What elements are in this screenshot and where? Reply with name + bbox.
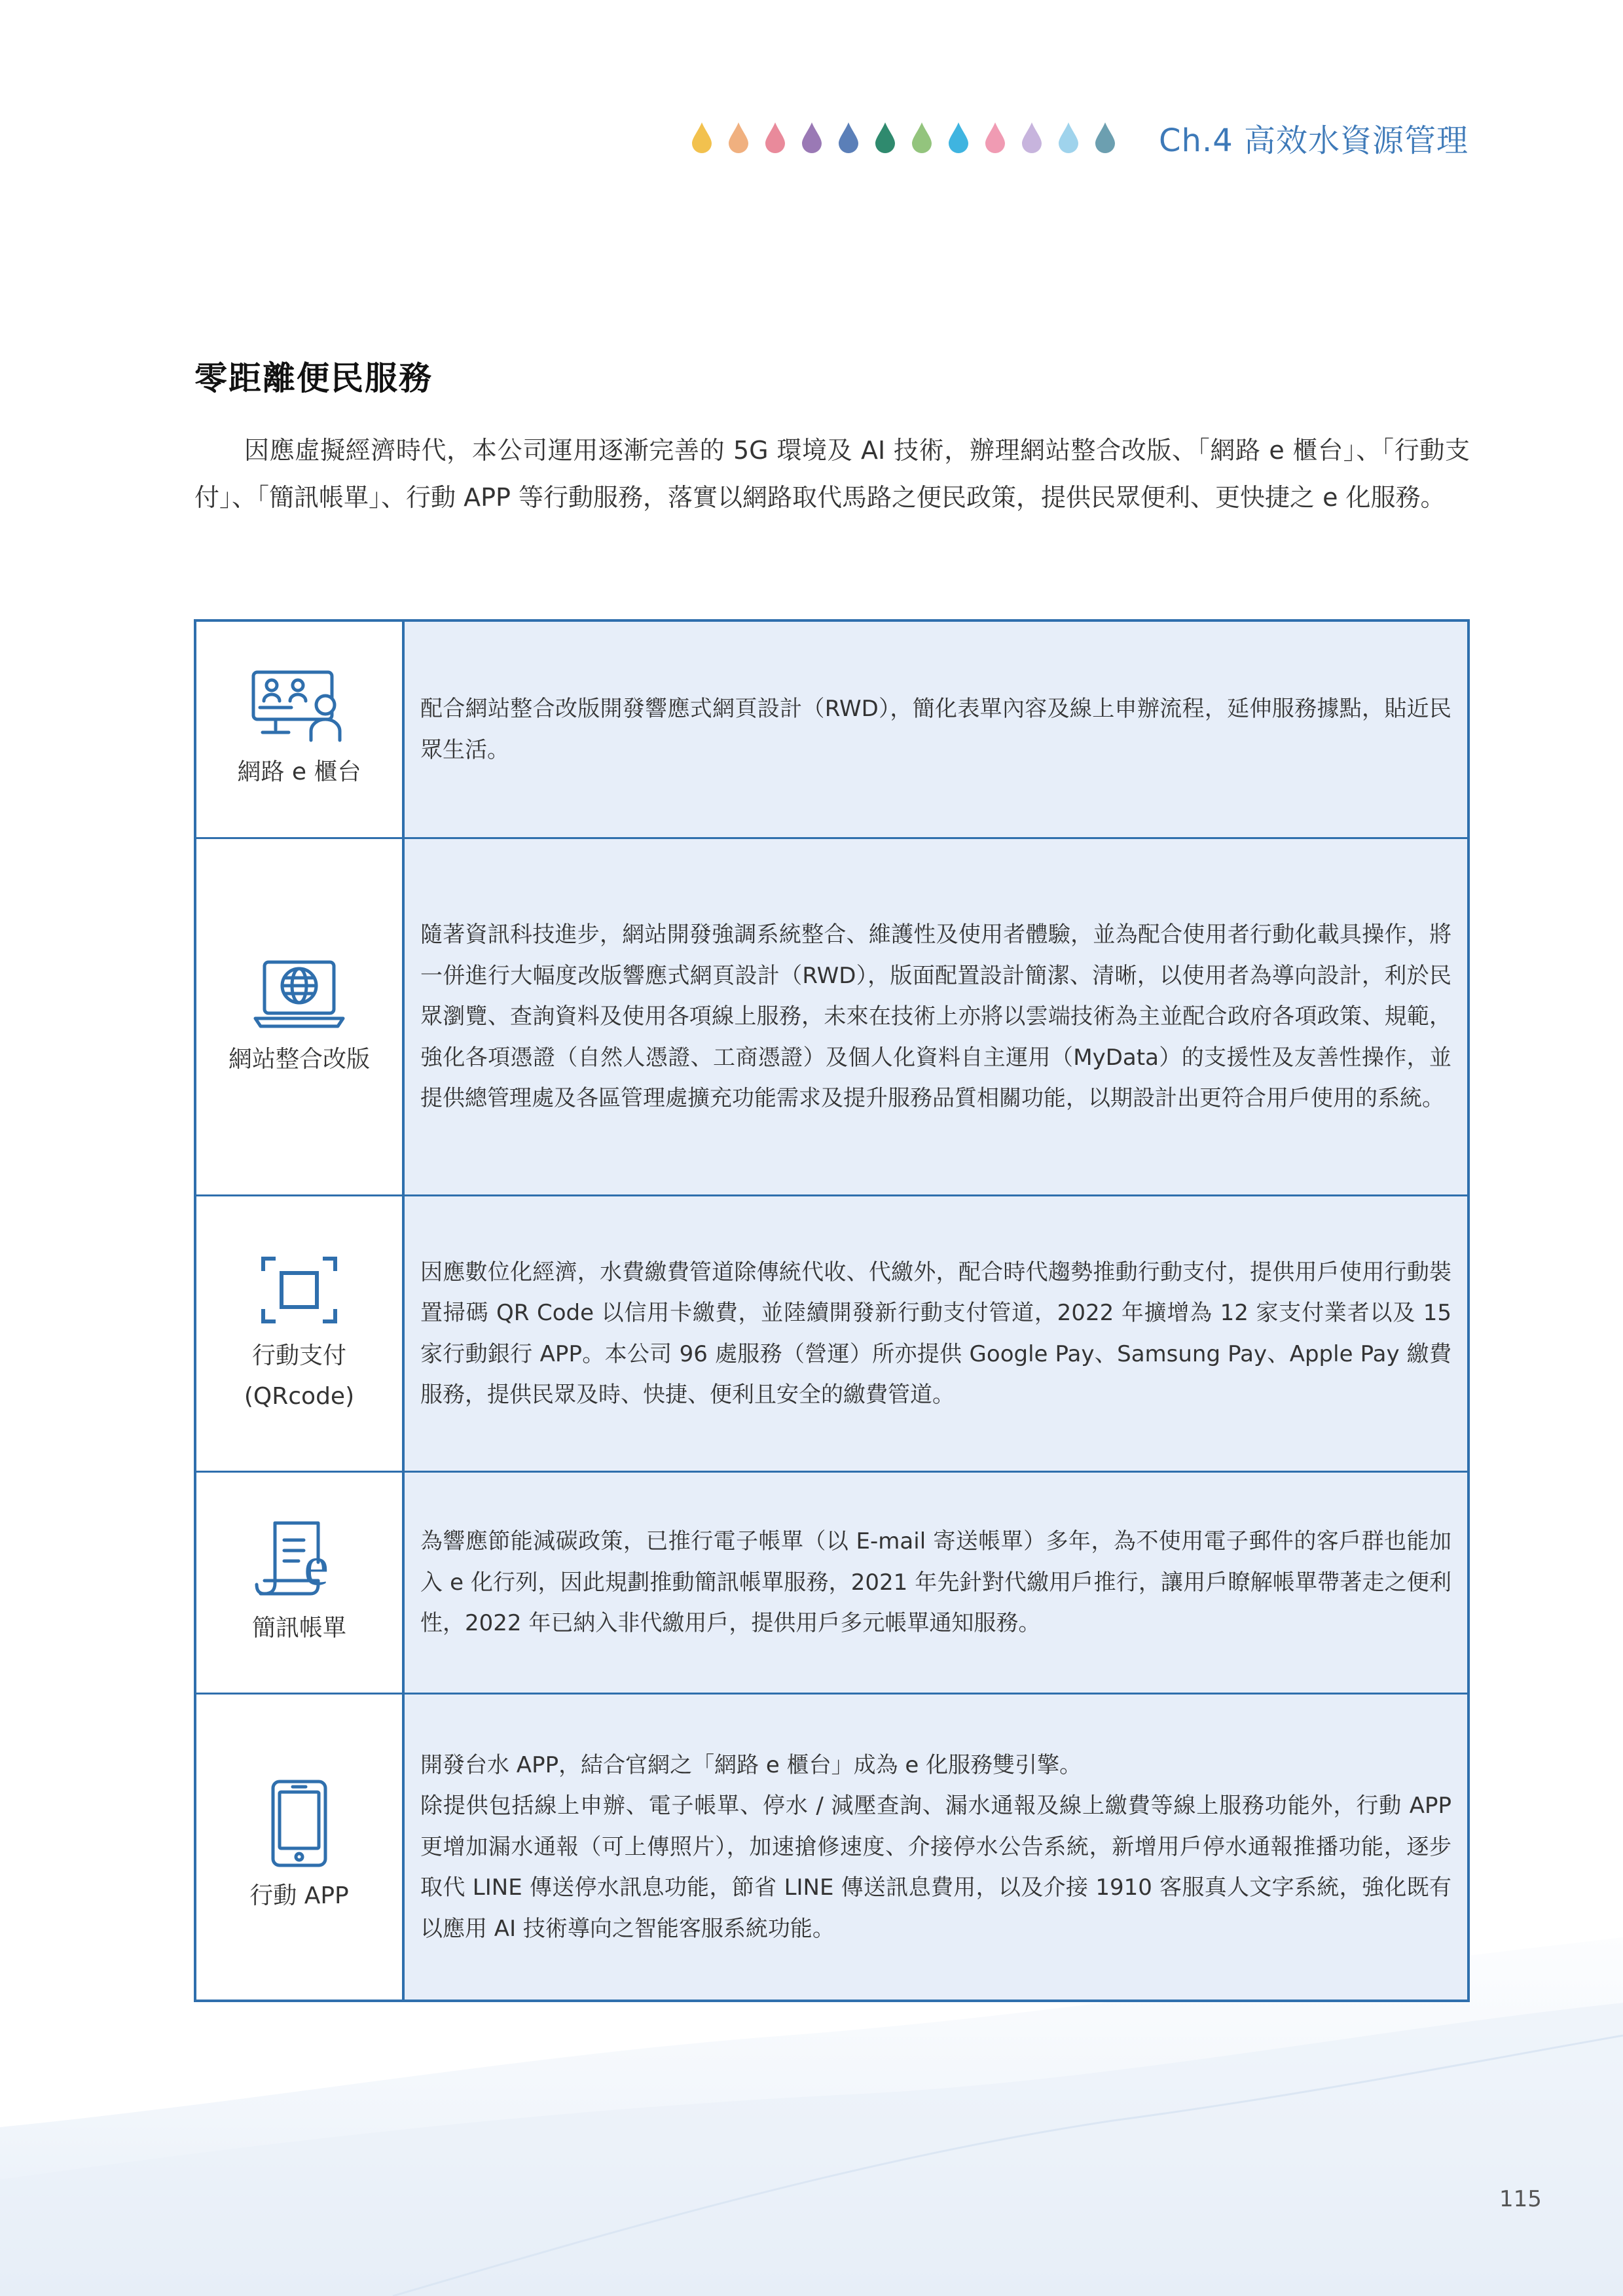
water-drop-icon <box>910 121 934 154</box>
service-label: 簡訊帳單 <box>251 1615 346 1641</box>
page-header <box>690 111 1468 164</box>
service-label: 行動 APP <box>249 1882 349 1909</box>
service-paragraph: 隨著資訊科技進步，網站開發強調系統整合、維護性及使用者體驗，並為配合使用者行動化載具操作，將一併進行大幅度改版響應式網頁設計（RWD），版面配置設計簡潔、清晰，以使用者為導向設計，利於民眾瀏覽、查詢資料及使用各項線上服務，未來在技術上亦將以雲端技術為主並配合政府各項政策、規範，強化各項憑證（自然人憑證、工商憑證）及個人化資料自主運用（MyData）的支援性及友善性操作，並提供總管理處及各區管理處擴充功能需求及提升服務品質相關功能，以期設計出更符合用戶使用的系統。 <box>420 922 1451 1112</box>
service-label-cell <box>196 839 405 1194</box>
service-label-cell <box>196 1196 405 1471</box>
svg-text:e: e <box>304 1534 329 1597</box>
service-label: 網站整合改版 <box>228 1045 370 1073</box>
water-drop-icon <box>727 121 750 154</box>
service-label-cell <box>196 1695 405 2000</box>
service-paragraph: 為響應節能減碳政策，已推行電子帳單（以 E-mail 寄送帳單）多年，為不使用電子郵件的客戶群也能加入 e 化行列，因此規劃推動簡訊帳單服務，2021 年先針對代繳用戶推行，讓用戶瞭解帳單帶著走之便利性，2022 年已納入非代繳用戶，提供用戶多元帳單通知服務。 <box>420 1528 1451 1637</box>
mobile-phone-icon <box>266 1778 332 1869</box>
e-bill-icon <box>250 1516 348 1602</box>
water-drop-icon <box>947 121 970 154</box>
service-label-cell <box>196 622 405 837</box>
service-paragraph: 因應數位化經濟，水費繳費管道除傳統代收、代繳外，配合時代趨勢推動行動支付，提供用戶使用行動裝置掃碼 QR Code 以信用卡繳費，並陸續開發新行動支付管道，2022 年擴增為 12 家支付業者以及 15 家行動銀行 APP。本公司 96 處服務（營運）所亦提供 Google Pay、Samsung Pay、Apple Pay 繳費服務，提供民眾及時、快捷、便利且安全的繳費管道。 <box>420 1259 1451 1408</box>
website-laptop-icon <box>250 954 348 1033</box>
water-drop-icon <box>800 121 824 154</box>
service-paragraph: 配合網站整合改版開發響應式網頁設計（RWD），簡化表單內容及線上申辦流程，延伸服務據點，貼近民眾生活。 <box>420 696 1451 763</box>
water-drop-icon <box>1093 121 1117 154</box>
intro-paragraph: 因應虛擬經濟時代，本公司運用逐漸完善的 5G 環境及 AI 技術，辦理網站整合改版、「網路 e 櫃台」、「行動支付」、「簡訊帳單」、行動 APP 等行動服務，落實以網路取代馬路之便民政策，提供民眾便利、更快捷之 e 化服務。 <box>194 436 1470 512</box>
service-description <box>405 1473 1467 1693</box>
service-label-cell <box>196 1473 405 1693</box>
service-description <box>405 1196 1467 1471</box>
color-drops <box>690 121 1117 154</box>
page-number: 115 <box>1499 2186 1542 2212</box>
table-row <box>196 1693 1467 2000</box>
service-paragraph: 除提供包括線上申辦、電子帳單、停水 / 減壓查詢、漏水通報及線上繳費等線上服務功能外，行動 APP 更增加漏水通報（可上傳照片），加速搶修速度、介接停水公告系統，新增用戶停水通報推播功能，逐步取代 LINE 傳送停水訊息功能，節省 LINE 傳送訊息費用，以及介接 1910 客服真人文字系統，強化既有以應用 AI 技術導向之智能客服系統功能。 <box>420 1793 1451 1942</box>
qr-scan-icon <box>257 1251 342 1329</box>
water-drop-icon <box>690 121 714 154</box>
water-drop-icon <box>1020 121 1044 154</box>
table-row <box>196 1471 1467 1693</box>
service-description <box>405 1695 1467 2000</box>
water-drop-icon <box>873 121 897 154</box>
services-table <box>194 619 1470 2002</box>
service-description <box>405 839 1467 1194</box>
service-label: 行動支付 (QRcode) <box>244 1342 355 1410</box>
water-drop-icon <box>983 121 1007 154</box>
water-drop-icon <box>837 121 860 154</box>
water-drop-icon <box>1057 121 1080 154</box>
online-counter-icon <box>247 667 352 745</box>
service-description <box>405 622 1467 837</box>
section-title: 零距離便民服務 <box>194 359 433 397</box>
service-label: 網路 e 櫃台 <box>237 758 361 785</box>
service-paragraph: 開發台水 APP，結合官網之「網路 e 櫃台」成為 e 化服務雙引擎。 <box>420 1751 1082 1778</box>
table-row <box>196 1194 1467 1471</box>
table-row <box>196 837 1467 1194</box>
chapter-title: Ch.4 高效水資源管理 <box>1159 122 1468 159</box>
water-drop-icon <box>763 121 787 154</box>
table-row <box>196 622 1467 837</box>
